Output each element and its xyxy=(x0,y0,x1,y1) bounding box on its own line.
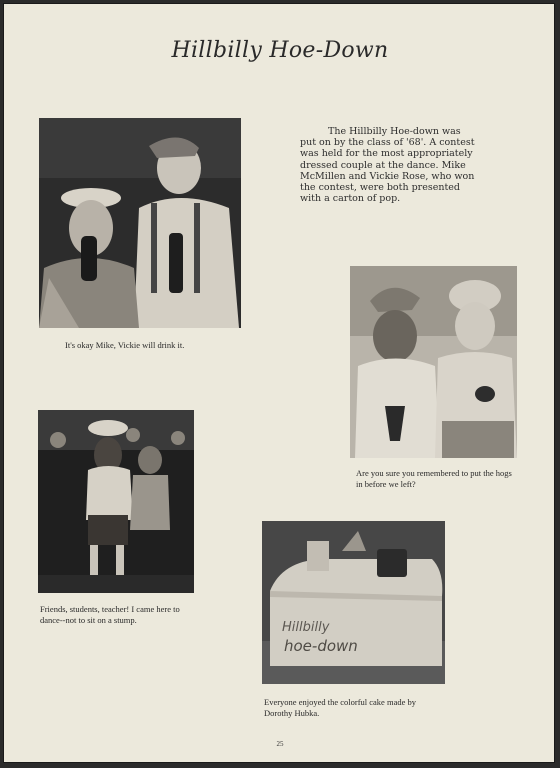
caption-cake: Everyone enjoyed the colorful cake made by Dorothy Hubka. xyxy=(264,697,416,718)
caption-dancing: Friends, students, teacher! I came here to dance--not to sit on a stump. xyxy=(40,604,180,625)
photo-cake xyxy=(262,521,445,684)
svg-text:Hillbilly: Hillbilly xyxy=(282,620,330,635)
caption-couple: It's okay Mike, Vickie will drink it. xyxy=(65,340,185,350)
caption-scarecrows: Are you sure you remembered to put the hogs in before we left? xyxy=(356,468,512,489)
photo-dancing xyxy=(38,410,194,593)
page-number: 25 xyxy=(276,740,284,748)
page-title: Hillbilly Hoe-Down xyxy=(171,38,389,63)
article-body: The Hillbilly Hoe-down was put on by the class of '68'. A contest was held for the most appropriately dressed couple at the dance. Mike McMillen and Vickie Rose, who won the contest, were both presented with a carton of pop. xyxy=(300,126,475,205)
svg-text:hoe-down: hoe-down xyxy=(284,637,358,655)
photo-couple xyxy=(39,118,241,328)
photo-scarecrows xyxy=(350,266,517,458)
